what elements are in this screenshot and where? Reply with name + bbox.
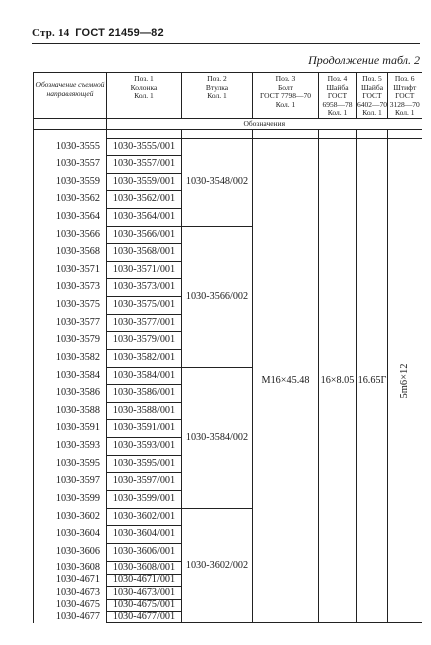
spacer-row	[34, 130, 422, 139]
kolonka-cell: 1030-4673/001	[107, 587, 182, 600]
kolonka-cell: 1030-3604/001	[107, 526, 182, 544]
kolonka-cell: 1030-4677/001	[107, 612, 182, 623]
kolonka-cell: 1030-3575/001	[107, 297, 182, 315]
kolonka-cell: 1030-3608/001	[107, 562, 182, 575]
table-body	[34, 139, 422, 623]
kolonka-cell: 1030-3557/001	[107, 156, 182, 174]
spacer-cell	[182, 130, 253, 139]
kolonka-cell: 1030-3564/001	[107, 209, 182, 227]
kolonka-cell: 1030-3591/001	[107, 420, 182, 438]
header-designation: Обозначение съемной направляющей	[34, 73, 107, 119]
kolonka-cell: 1030-3571/001	[107, 262, 182, 279]
kolonka-cell: 1030-3555/001	[107, 139, 182, 156]
kolonka-cell: 1030-3582/001	[107, 350, 182, 368]
designation-cell: 1030-3575	[34, 297, 107, 315]
designation-cell: 1030-4671	[34, 575, 107, 587]
designation-cell: 1030-3568	[34, 244, 107, 262]
subheader-label: Обозначения	[107, 119, 422, 130]
designation-cell: 1030-3586	[34, 385, 107, 403]
vtulka-group-cell: 1030-3602/002	[182, 509, 253, 623]
designation-cell: 1030-4673	[34, 587, 107, 600]
kolonka-cell: 1030-3606/001	[107, 544, 182, 562]
designation-cell: 1030-3608	[34, 562, 107, 575]
designation-cell: 1030-3591	[34, 420, 107, 438]
designation-cell: 1030-3566	[34, 227, 107, 244]
header-pos5: Поз. 5 Шайба ГОСТ 6402—70 Кол. 1	[357, 74, 387, 118]
header-pos4: Поз. 4 Шайба ГОСТ 6958—78 Кол. 1	[319, 73, 357, 119]
designation-cell: 1030-3571	[34, 262, 107, 279]
kolonka-cell: 1030-4675/001	[107, 600, 182, 612]
page-number: Стр. 14	[32, 27, 70, 39]
designation-cell: 1030-3602	[34, 509, 107, 526]
header-row	[34, 73, 422, 119]
designation-cell: 1030-3595	[34, 456, 107, 473]
header-pos6: Поз. 6 Штифт ГОСТ 3128—70 Кол. 1	[388, 73, 422, 119]
designation-cell: 1030-3604	[34, 526, 107, 544]
designation-cell: 1030-3584	[34, 368, 107, 385]
kolonka-cell: 1030-3588/001	[107, 403, 182, 420]
designation-cell: 1030-3597	[34, 473, 107, 491]
designation-cell: 1030-3577	[34, 315, 107, 332]
spacer-cell	[388, 130, 422, 139]
table-row	[34, 139, 422, 156]
designation-cell: 1030-3562	[34, 191, 107, 209]
designation-cell: 1030-3588	[34, 403, 107, 420]
spacer-cell	[357, 130, 388, 139]
kolonka-cell: 1030-3573/001	[107, 279, 182, 297]
kolonka-cell: 1030-3602/001	[107, 509, 182, 526]
kolonka-cell: 1030-3559/001	[107, 174, 182, 191]
kolonka-cell: 1030-4671/001	[107, 575, 182, 587]
header-pos2: Поз. 2 Втулка Кол. 1	[182, 73, 253, 119]
washer-6402-cell: 16.65Г	[357, 139, 388, 623]
subheader-blank	[34, 119, 107, 130]
spacer-cell	[253, 130, 319, 139]
vtulka-group-cell: 1030-3548/002	[182, 139, 253, 227]
header-pos1: Поз. 1 Колонка Кол. 1	[107, 73, 182, 119]
pin-value: 5m6×12	[398, 363, 410, 399]
kolonka-cell: 1030-3566/001	[107, 227, 182, 244]
designation-cell: 1030-3573	[34, 279, 107, 297]
designation-cell: 1030-3606	[34, 544, 107, 562]
designation-cell: 1030-3579	[34, 332, 107, 350]
designation-cell: 1030-3559	[34, 174, 107, 191]
subheader-row	[34, 119, 422, 130]
page-header	[32, 27, 164, 39]
header-pos3: Поз. 3 Болт ГОСТ 7798—70 Кол. 1	[253, 73, 319, 119]
washer-6958-cell: 16×8.05	[319, 139, 357, 623]
kolonka-cell: 1030-3597/001	[107, 473, 182, 491]
designation-cell: 1030-4675	[34, 600, 107, 612]
header-rule	[32, 43, 420, 44]
designation-cell: 1030-3555	[34, 139, 107, 156]
kolonka-cell: 1030-3593/001	[107, 438, 182, 456]
kolonka-cell: 1030-3599/001	[107, 491, 182, 509]
gost-number: ГОСТ 21459—82	[75, 27, 164, 39]
vtulka-group-cell: 1030-3584/002	[182, 368, 253, 509]
kolonka-cell: 1030-3568/001	[107, 244, 182, 262]
kolonka-cell: 1030-3562/001	[107, 191, 182, 209]
kolonka-cell: 1030-3577/001	[107, 315, 182, 332]
kolonka-cell: 1030-3595/001	[107, 456, 182, 473]
bolt-cell: M16×45.48	[253, 139, 319, 623]
designation-cell: 1030-3599	[34, 491, 107, 509]
designation-cell: 1030-3593	[34, 438, 107, 456]
designation-cell: 1030-3557	[34, 156, 107, 174]
spacer-cell	[107, 130, 182, 139]
specification-table	[33, 72, 422, 623]
kolonka-cell: 1030-3586/001	[107, 385, 182, 403]
spacer-cell	[319, 130, 357, 139]
kolonka-cell: 1030-3584/001	[107, 368, 182, 385]
designation-cell: 1030-3564	[34, 209, 107, 227]
table-continuation-caption: Продолжение табл. 2	[308, 53, 420, 67]
designation-cell: 1030-4677	[34, 612, 107, 623]
pin-cell	[388, 139, 422, 623]
spacer-cell	[34, 130, 107, 139]
designation-cell: 1030-3582	[34, 350, 107, 368]
vtulka-group-cell: 1030-3566/002	[182, 227, 253, 368]
kolonka-cell: 1030-3579/001	[107, 332, 182, 350]
